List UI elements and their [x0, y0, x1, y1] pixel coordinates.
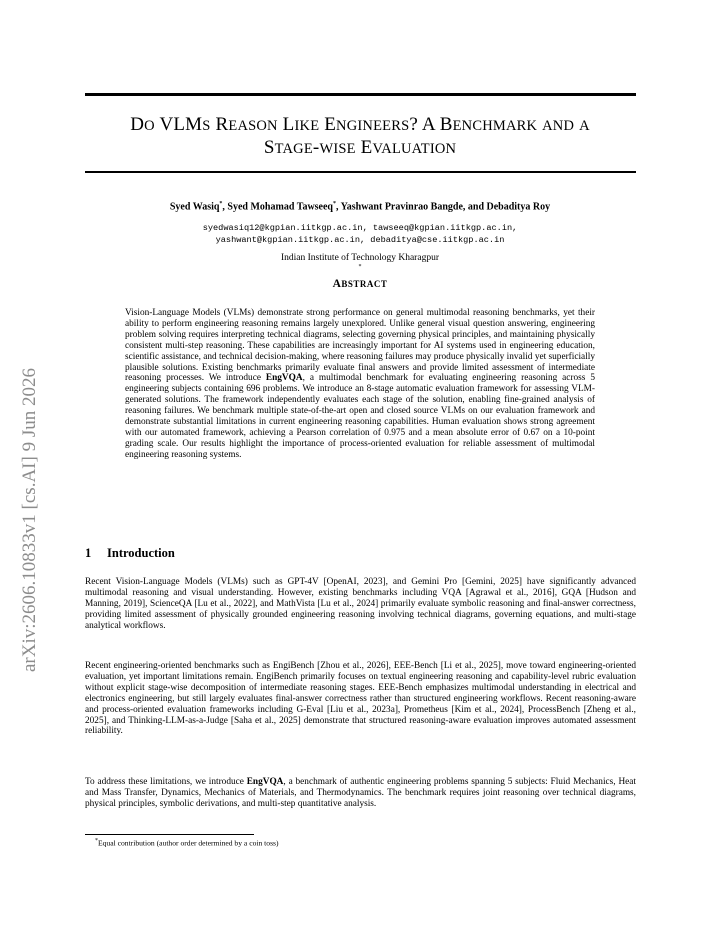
intro-paragraph-2: Recent engineering-oriented benchmarks such as EngiBench [Zhou et al., 2026], EEE-Bench [Li et al., 2025], move toward engineering-oriented evaluation, yet important limitations remain. EngiBench primarily focuses on textual engineering reasoning and capability-level rubric evaluation without explicit stage-wise decomposition of intermediate reasoning stages. EEE-Bench emphasizes multimodal understanding in electrical and electronics engineering, but still largely evaluates final-answer correctness rather than structured engineering workflows. Recent reasoning-aware and process-oriented evaluation frameworks including G-Eval [Liu et al., 2023a], Prometheus [Kim et al., 2024], ProcessBench [Zheng et al., 2025], and Thinking-LLM-as-a-Judge [Saha et al., 2025] demonstrate that structured reasoning-aware evaluation improves automated assessment reliability.	[85, 661, 636, 737]
author-name: Syed Mohamad Tawseeq	[227, 201, 333, 213]
arxiv-sidebar-stamp: arXiv:2606.10833v1 [cs.AI] 9 Jun 2026	[19, 368, 40, 672]
section-heading-introduction	[85, 546, 175, 561]
section-number: 1	[85, 546, 92, 560]
footnote-mark: *	[95, 838, 98, 844]
author-emails-line-2: yashwant@kgpian.iitkgp.ac.in, debaditya@cse.iitkgp.ac.in	[215, 235, 505, 245]
abstract-heading: ABSTRACT	[332, 278, 388, 290]
section-title: Introduction	[107, 546, 175, 560]
paper-title-line-2: STAGE-WISE EVALUATION	[263, 137, 457, 158]
benchmark-name: EngVQA	[265, 373, 303, 384]
title-top-rule	[85, 93, 636, 96]
author-separator: ,	[222, 201, 228, 213]
author-emails-line-1: syedwasiq12@kgpian.iitkgp.ac.in, tawseeq@kgpian.iitkgp.ac.in,	[202, 223, 518, 233]
abstract-text: Vision-Language Models (VLMs) demonstrate strong performance on general multimodal reasoning benchmarks, yet their ability to perform engineering reasoning remains largely unexplored. Unlike general visual question answering, engineering problem solving requires interpreting technical diagrams, selecting governing physical principles, and maintaining physically consistent multi-step reasoning. These capabilities are increasingly important for AI systems used in engineering education, scientific assistance, and technical decision-making, where reasoning failures may produce physically invalid yet superficially plausible solutions. Existing benchmarks primarily evaluate final answers and provide limited assessment of intermediate reasoning processes. We introduce EngVQA, a multimodal benchmark for evaluating engineering reasoning across 5 engineering subjects containing 696 problems. We introduce an 8-stage automatic evaluation framework for assessing VLM-generated solutions. The framework independently evaluates each stage of the solution, enabling fine-grained analysis of reasoning failures. We benchmark multiple state-of-the-art open and closed source VLMs on our evaluation framework and demonstrate substantial limitations in current engineering reasoning capabilities. Human evaluation shows strong agreement with our automated framework, achieving a Pearson correlation of 0.975 and a mean absolute error of 0.67 on a 10-point grading scale. Our results highlight the importance of process-oriented evaluation for reliable assessment of multimodal engineering reasoning systems.	[125, 308, 595, 460]
footnote-rule	[85, 834, 254, 835]
affiliation-mark: *	[358, 264, 362, 270]
intro-paragraph-1: Recent Vision-Language Models (VLMs) such as GPT-4V [OpenAI, 2023], and Gemini Pro [Gemini, 2025] have significantly advanced multimodal reasoning and visual understanding. However, existing benchmarks including VQA [Agrawal et al., 2016], GQA [Hudson and Manning, 2019], ScienceQA [Lu et al., 2022], and MathVista [Lu et al., 2024] primarily evaluate symbolic reasoning and final-answer correctness, providing limited assessment of physically grounded engineering reasoning involving technical diagrams, governing equations, and multi-stage analytical workflows.	[85, 577, 636, 631]
author-name: Syed Wasiq	[169, 201, 220, 213]
intro-paragraph-3: To address these limitations, we introduce EngVQA, a benchmark of authentic engineering problems spanning 5 subjects: Fluid Mechanics, Heat and Mass Transfer, Dynamics, Mechanics of Materials, and Thermodynamics. The benchmark requires joint reasoning over technical diagrams, physical principles, symbolic derivations, and multi-step quantitative analysis.	[85, 777, 636, 809]
affiliation: Indian Institute of Technology Kharagpur	[281, 253, 439, 263]
author-list	[0, 201, 720, 212]
title-bottom-rule	[85, 171, 636, 173]
benchmark-name: EngVQA	[246, 777, 284, 787]
author-name: Yashwant Pravinrao Bangde, and Debaditya Roy	[340, 201, 551, 213]
footnote	[95, 838, 279, 848]
paper-title-line-1: DO VLMS REASON LIKE ENGINEERS? A BENCHMARK AND A	[130, 114, 590, 135]
equal-contribution-mark: *	[333, 201, 336, 207]
author-separator: ,	[336, 201, 341, 213]
footnote-text: Equal contribution (author order determined by a coin toss)	[98, 838, 279, 848]
equal-contribution-mark: *	[219, 201, 223, 207]
